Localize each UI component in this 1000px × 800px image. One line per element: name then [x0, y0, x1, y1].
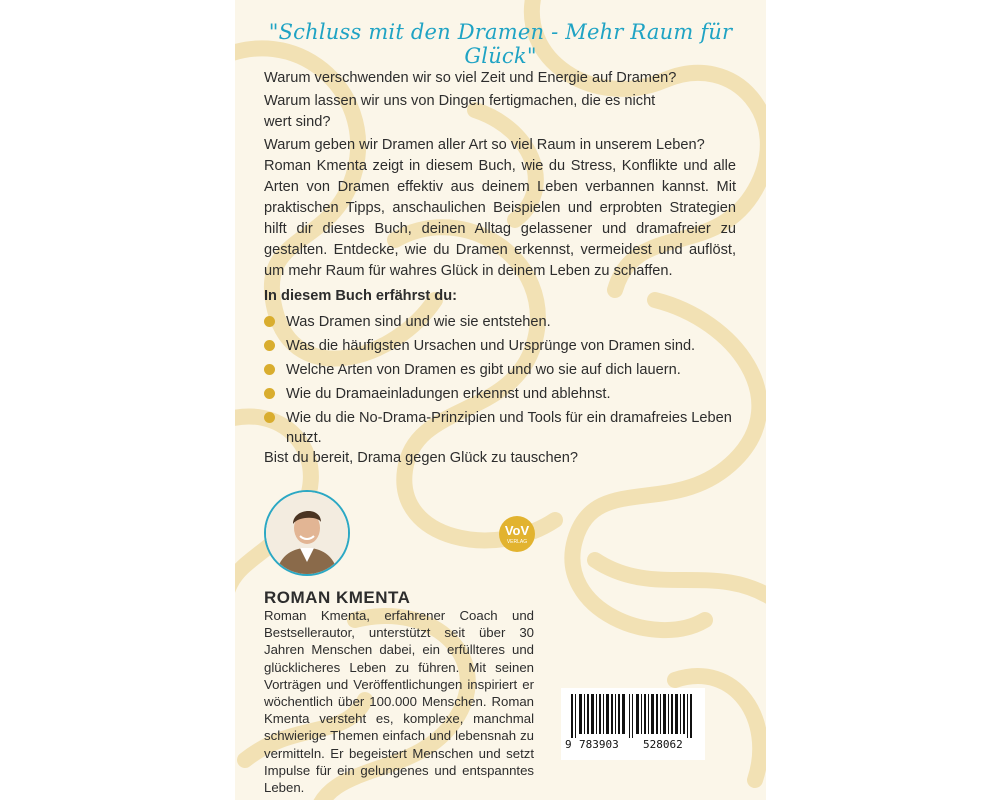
bullet-dot-icon — [264, 388, 275, 399]
publisher-logo-text: VoV — [504, 523, 530, 538]
list-item — [264, 312, 736, 332]
bullet-dot-icon — [264, 364, 275, 375]
tagline: "Schluss mit den Dramen - Mehr Raum für Glück" — [268, 20, 733, 68]
author-bio: Roman Kmenta, erfahrener Coach und Bestsellerautor, unterstützt seit über 30 Jahren Menschen dabei, ein erfüllteres und glücklicheres Leben zu führen. Mit seinen Vorträgen und Veröffentlichungen inspiriert er wöchentlich über 100.000 Menschen. Roman Kmenta versteht es, komplexe, manchmal schwierige Themen einfach und lebensnah zu vermitteln. Er begeistert Menschen und setzt Impulse für ein gelungenes und entspanntes Leben. — [264, 608, 534, 796]
isbn-left-digits: 783903 — [579, 738, 619, 751]
author-photo — [264, 490, 350, 576]
bullet-dot-icon — [264, 340, 275, 351]
list-item — [264, 336, 736, 356]
isbn-lead-digit: 9 — [565, 738, 572, 751]
list-item-text: Was die häufigsten Ursachen und Ursprünge von Dramen sind. — [286, 338, 696, 354]
question-1: Warum verschwenden wir so viel Zeit und Energie auf Dramen? — [264, 70, 677, 86]
isbn-barcode — [561, 688, 705, 760]
bullet-dot-icon — [264, 316, 275, 327]
book-back-cover — [235, 0, 766, 800]
learn-heading: In diesem Buch erfährst du: — [264, 288, 457, 304]
publisher-logo — [499, 516, 535, 552]
list-item — [264, 360, 736, 380]
bullet-dot-icon — [264, 412, 275, 423]
question-2: Warum lassen wir uns von Dingen fertigmachen, die es nicht wert sind? — [264, 93, 656, 130]
question-3: Warum geben wir Dramen aller Art so viel Raum in unserem Leben? — [264, 137, 705, 153]
list-item-text: Welche Arten von Dramen es gibt und wo sie auf dich lauern. — [286, 362, 681, 378]
list-item — [264, 384, 736, 404]
closing-question: Bist du bereit, Drama gegen Glück zu tauschen? — [264, 450, 578, 466]
list-item-text: Was Dramen sind und wie sie entstehen. — [286, 314, 551, 330]
isbn-right-digits: 528062 — [643, 738, 683, 751]
intro-questions — [264, 68, 736, 158]
author-portrait-icon — [266, 492, 348, 574]
barcode-bars — [571, 694, 695, 738]
list-item-text: Wie du die No-Drama-Prinzipien und Tools für ein dramafreies Leben nutzt. — [286, 410, 732, 446]
list-item — [264, 408, 736, 448]
learn-list — [264, 312, 736, 452]
author-name: ROMAN KMENTA — [264, 588, 411, 607]
list-item-text: Wie du Dramaeinladungen erkennst und ablehnst. — [286, 386, 611, 402]
publisher-logo-subtext: VERLAG — [506, 539, 528, 545]
intro-paragraph: Roman Kmenta zeigt in diesem Buch, wie du Stress, Konflikte und alle Arten von Dramen effektiv aus deinem Leben verbannen kannst. Mit praktischen Tipps, anschaulichen Beispielen und erprobten Strategien hilft dir dieses Buch, deinen Alltag gelassener und dramafreier zu gestalten. Entdecke, wie du Dramen erkennst, vermeidest und auflöst, um mehr Raum für wahres Glück in deinem Leben zu schaffen. — [264, 158, 736, 279]
